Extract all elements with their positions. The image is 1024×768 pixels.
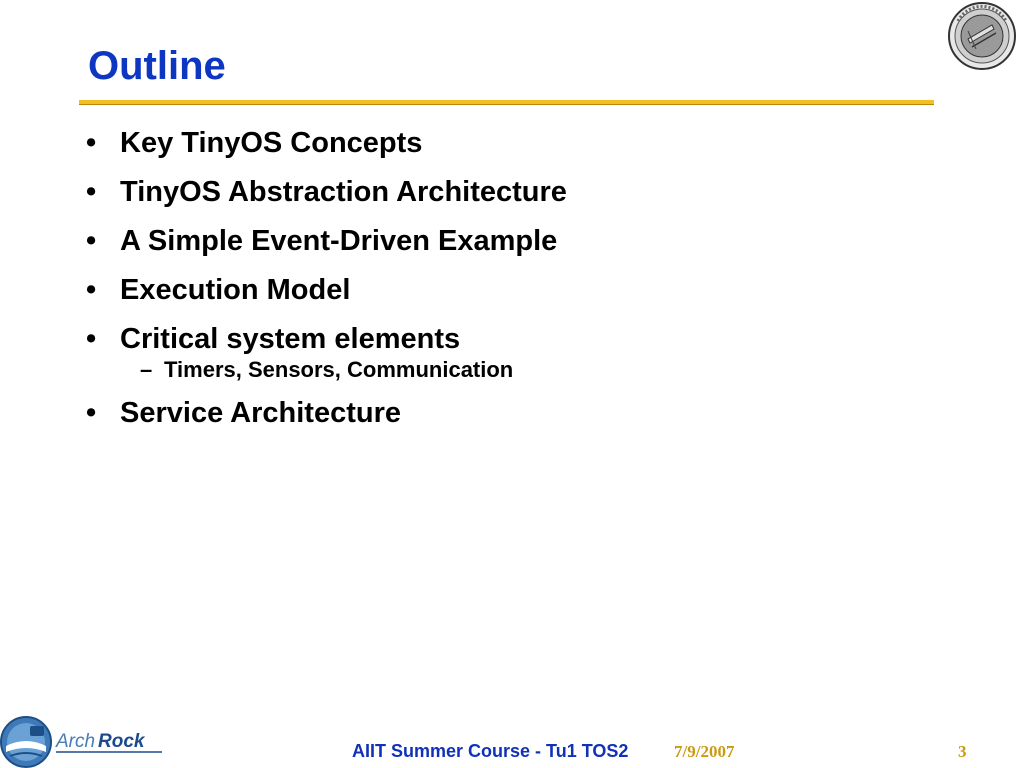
list-item: [84, 122, 567, 171]
bullet-icon: •: [86, 225, 97, 257]
slide-title: Outline: [88, 44, 226, 88]
archrock-logo-arch: Arch: [56, 731, 96, 752]
list-item: [84, 220, 567, 269]
list-item-label: Execution Model: [120, 274, 351, 306]
bullet-icon: •: [86, 323, 97, 355]
footer-course-label: AIIT Summer Course - Tu1 TOS2: [352, 741, 629, 761]
list-item-label: TinyOS Abstraction Architecture: [120, 176, 567, 208]
bullet-icon: •: [86, 274, 97, 306]
list-item-label: Critical system elements: [120, 323, 461, 355]
dash-icon: –: [140, 357, 153, 382]
archrock-logo-rock: Rock: [98, 731, 145, 752]
sub-list-item-label: Timers, Sensors, Communication: [164, 357, 514, 382]
title-divider: [79, 100, 934, 105]
list-item-label: Key TinyOS Concepts: [120, 127, 423, 159]
list-item-label: Service Architecture: [120, 397, 402, 429]
bullet-icon: •: [86, 176, 97, 208]
list-item: [84, 269, 567, 318]
sub-list-item: [84, 353, 567, 392]
bullet-icon: •: [86, 127, 97, 159]
list-item: [84, 171, 567, 220]
list-item-label: A Simple Event-Driven Example: [120, 225, 558, 257]
university-seal-icon: [946, 1, 1018, 71]
page-number: 3: [958, 742, 967, 761]
outline-list: [84, 122, 567, 441]
archrock-logo-icon: [0, 712, 170, 768]
list-item: [84, 392, 567, 441]
footer-date: 7/9/2007: [674, 742, 735, 761]
bullet-icon: •: [86, 397, 97, 429]
